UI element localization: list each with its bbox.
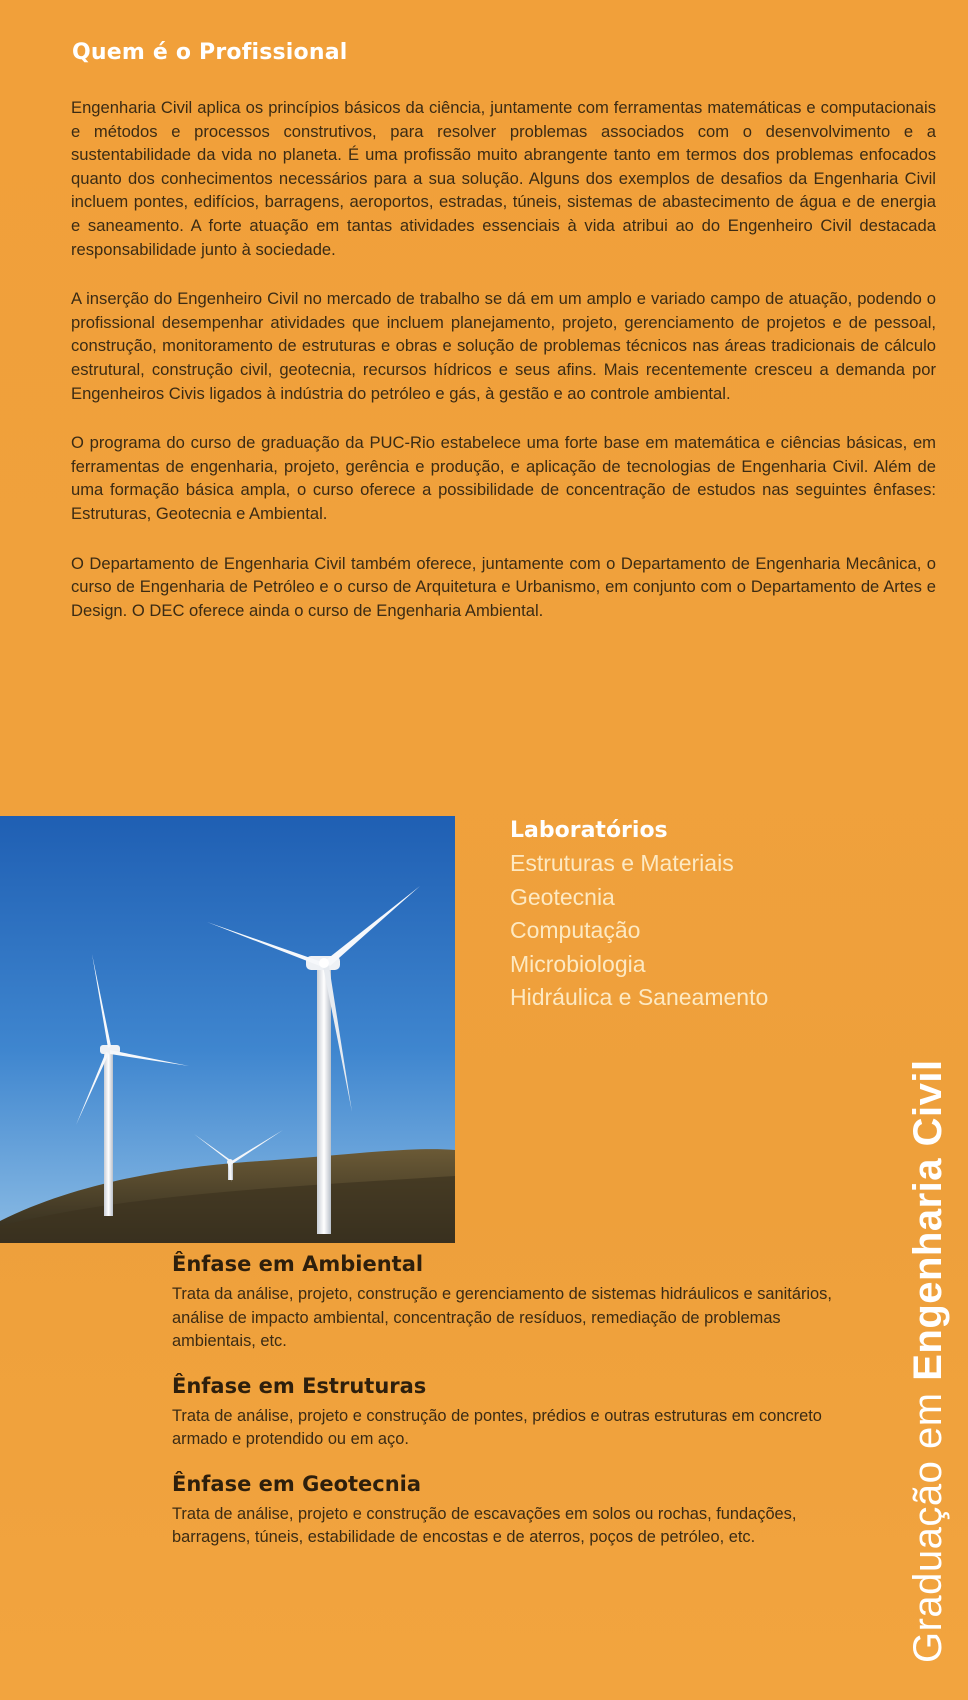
lab-item: Geotecnia [510, 883, 615, 910]
emphasis-title: Ênfase em Estruturas [172, 1373, 427, 1398]
paragraph: A inserção do Engenheiro Civil no mercado de trabalho se dá em um amplo e variado campo de atuação, podendo o profissional desempenhar atividades que incluem planejamento, projeto, gerenciamento de projetos e de pessoal, construção, monitoramento de estruturas e obras e solução de problemas técnicos nas áreas tradicionais de cálculo estrutural, construção civil, geotecnia, recursos hídricos e seus afins. Mais recentemente cresceu a demanda por Engenheiros Civis ligados à indústria do petróleo e gás, à gestão e ao controle ambiental. [71, 289, 936, 403]
lab-item: Computação [510, 917, 641, 943]
vertical-title-bold: Engenharia Civil [906, 1059, 950, 1381]
emphasis-title: Ênfase em Geotecnia [172, 1471, 422, 1496]
paragraph: O programa do curso de graduação da PUC-Rio estabelece uma forte base em matemática e ciências básicas, em ferramentas de engenharia, projeto, gerência e produção, e aplicação de tecnologias de Engenharia Civil. Além de uma formação básica ampla, o curso oferece a possibilidade de concentração de estudos nas seguintes ênfases: Estruturas, Geotecnia e Ambiental. [71, 433, 936, 523]
emphasis-text: Trata da análise, projeto, construção e gerenciamento de sistemas hidráulicos e sanitários, análise de impacto ambiental, concentração de resíduos, remediação de problemas ambientais, etc. [172, 1285, 832, 1350]
labs-heading: Laboratórios [510, 818, 668, 843]
main-heading: Quem é o Profissional [72, 40, 348, 65]
emphasis-block [172, 1371, 852, 1452]
lab-item: Microbiologia [510, 950, 646, 977]
labs-list [510, 847, 890, 1015]
emphasis-title: Ênfase em Ambiental [172, 1252, 424, 1276]
emphasis-block [172, 1469, 852, 1550]
emphases-section [172, 1249, 852, 1567]
emphasis-block [172, 1249, 852, 1354]
vertical-title-light: Graduação em [906, 1380, 950, 1663]
vertical-course-title [898, 1059, 958, 1663]
intro-text [71, 96, 936, 648]
wind-turbines-photo [0, 816, 455, 1243]
paragraph: O Departamento de Engenharia Civil também oferece, juntamente com o Departamento de Engenharia Mecânica, o curso de Engenharia de Petróleo e o curso de Arquitetura e Urbanismo, em conjunto com o Departamento de Artes e Design. O DEC oferece ainda o curso de Engenharia Ambiental. [71, 553, 936, 620]
lab-item: Estruturas e Materiais [510, 850, 734, 876]
emphasis-text: Trata de análise, projeto e construção de pontes, prédios e outras estruturas em concreto armado e protendido ou em aço. [172, 1406, 822, 1448]
lab-item: Hidráulica e Saneamento [510, 984, 769, 1010]
paragraph: Engenharia Civil aplica os princípios básicos da ciência, juntamente com ferramentas matemáticas e computacionais e métodos e processos construtivos, para resolver problemas associados com o desenvolvimento e a sustentabilidade da vida no planeta. É uma profissão muito abrangente tanto em termos dos problemas enfocados quanto dos conhecimentos necessários para a sua solução. Alguns dos exemplos de desafios da Engenharia Civil incluem pontes, edifícios, barragens, aeroportos, estradas, túneis, sistemas de abastecimento de água e de energia e saneamento. A forte atuação em tantas atividades essenciais à vida atribui ao do Engenheiro Civil destacada responsabilidade junto à sociedade. [71, 98, 936, 259]
emphasis-text: Trata de análise, projeto e construção de escavações em solos ou rochas, fundações, barragens, túneis, estabilidade de encostas e de aterros, poços de petróleo, etc. [172, 1504, 797, 1546]
labs-section [510, 818, 890, 1015]
